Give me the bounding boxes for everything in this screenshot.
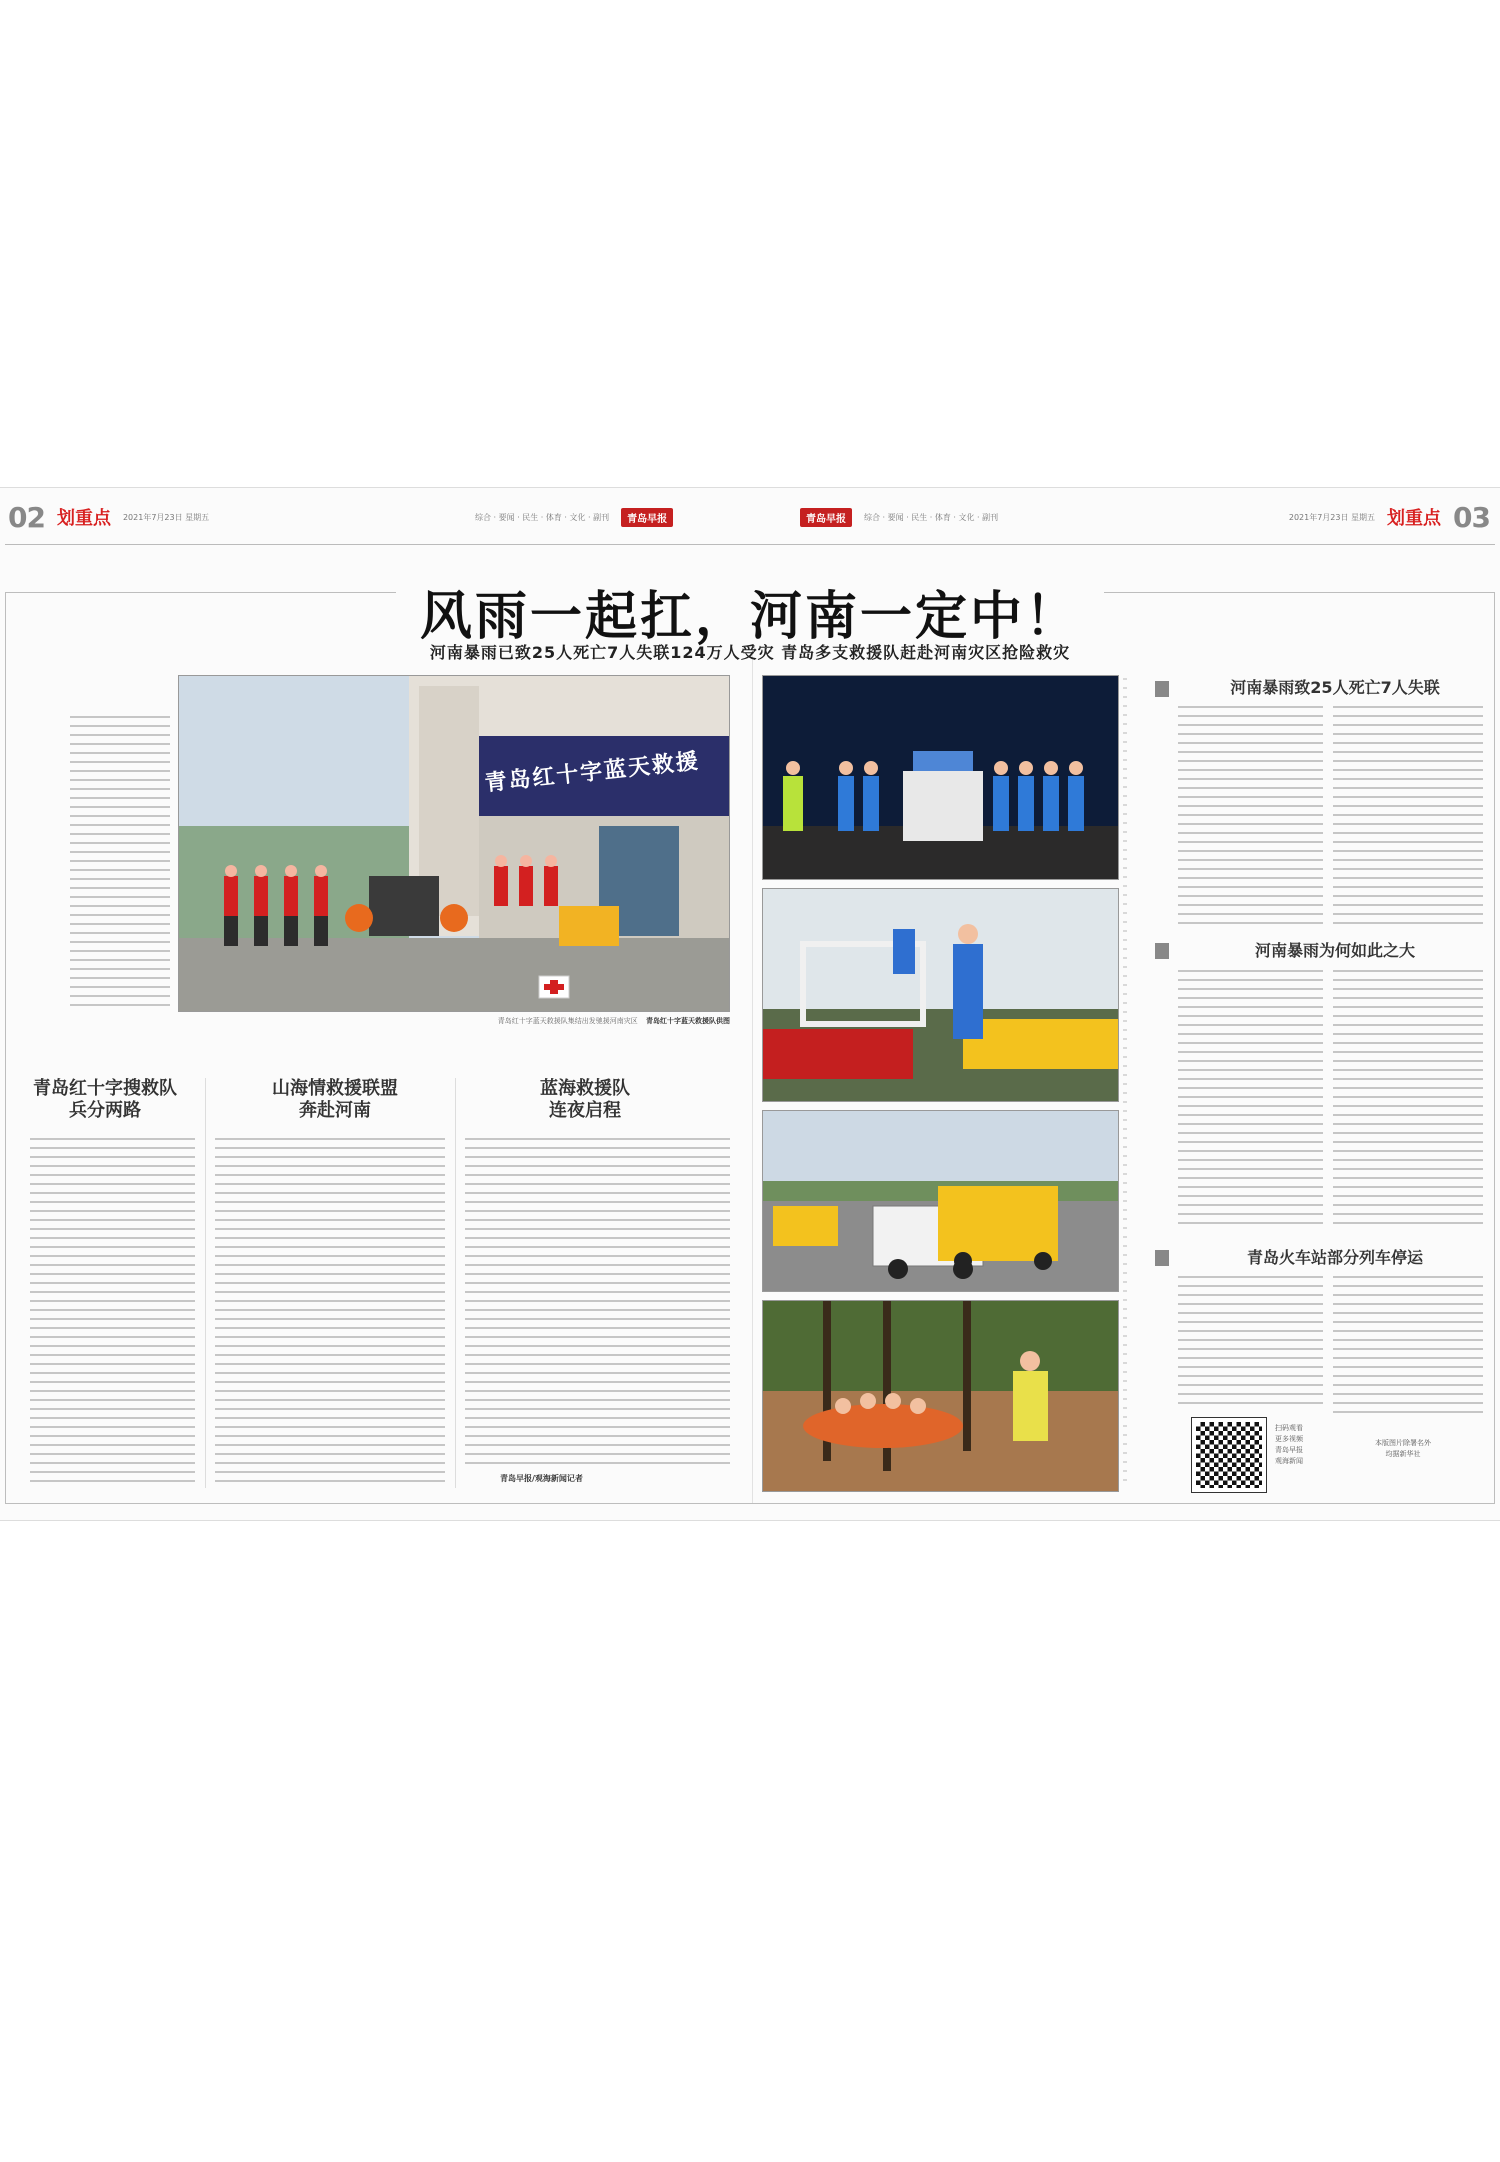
- story-1-body: [30, 1138, 195, 1488]
- column-rule: [455, 1078, 456, 1488]
- side-story-2-body-a: [1178, 970, 1323, 1230]
- photo-credit-line: 本版图片除署名外: [1375, 1439, 1431, 1447]
- headline: [0, 574, 1500, 649]
- story-3-title: [500, 1078, 670, 1122]
- story-3-title-line2: 连夜启程: [549, 1100, 621, 1121]
- header-rule: [5, 544, 1495, 545]
- qr-note-line: 观海新闻: [1275, 1457, 1303, 1465]
- column-rule: [205, 1078, 206, 1488]
- right-nav: 综合 · 要闻 · 民生 · 体育 · 文化 · 副刊: [864, 512, 999, 522]
- photo-lift-equipment: [762, 888, 1119, 1102]
- newspaper-spread: [0, 487, 1500, 1521]
- qr-note-line: 青岛早报: [1275, 1446, 1303, 1454]
- story-2-title-line1: 山海情救援联盟: [272, 1078, 398, 1099]
- side-story-1-tab: [1155, 681, 1169, 697]
- side-story-2-body-b: [1333, 970, 1483, 1230]
- photo-credit-note: [1375, 1438, 1431, 1460]
- headline-text: 风雨一起扛，河南一定中！: [396, 587, 1104, 647]
- side-story-1-body-b: [1333, 706, 1483, 926]
- story-2-body: [215, 1138, 445, 1488]
- right-section-tag: 划重点: [1387, 508, 1442, 529]
- right-logo: 青岛早报: [800, 508, 852, 527]
- photo-credit-line: 均据新华社: [1385, 1450, 1421, 1458]
- story-3-title-line1: 蓝海救援队: [540, 1078, 630, 1099]
- main-photo: [178, 675, 730, 1012]
- main-photo-credit: 青岛红十字蓝天救援队供图: [646, 1017, 730, 1025]
- left-page-number: 02: [8, 500, 45, 534]
- story-credit: 青岛早报/观海新闻记者: [500, 1474, 583, 1483]
- lead-text-block: [70, 716, 170, 1006]
- photo-vertical-captions: [1123, 678, 1127, 1488]
- left-date-line: 2021年7月23日 星期五: [122, 512, 210, 522]
- left-nav: 综合 · 要闻 · 民生 · 体育 · 文化 · 副刊: [475, 512, 610, 522]
- side-story-2-title: 河南暴雨为何如此之大: [1254, 941, 1415, 960]
- qr-note: [1275, 1423, 1303, 1467]
- right-nav-group: [800, 502, 998, 532]
- qr-note-line: 扫码观看: [1275, 1424, 1303, 1432]
- main-photo-caption: 青岛红十字蓝天救援队集结出发驰援河南灾区: [497, 1017, 638, 1025]
- side-story-3-tab: [1155, 1250, 1169, 1266]
- vehicles-illustration: [763, 1111, 1118, 1291]
- photo-flood-rescue: [762, 1300, 1119, 1492]
- right-date-line: 2021年7月23日 星期五: [1288, 512, 1376, 522]
- side-story-3-body-b: [1333, 1276, 1483, 1416]
- qr-code[interactable]: [1192, 1418, 1266, 1492]
- side-story-1-title: 河南暴雨致25人死亡7人失联: [1230, 678, 1440, 697]
- flood-rescue-illustration: [763, 1301, 1118, 1491]
- story-3-body: [465, 1138, 730, 1468]
- left-section-tag: 划重点: [56, 508, 111, 529]
- photo-night-team: [762, 675, 1119, 880]
- left-nav-group: [475, 502, 673, 532]
- story-2-title: [250, 1078, 420, 1122]
- story-2-title-line2: 奔赴河南: [299, 1100, 371, 1121]
- page-gutter: [752, 598, 753, 1503]
- night-team-illustration: [763, 676, 1118, 879]
- subheadline: 河南暴雨已致25人死亡7人失联124万人受灾 青岛多支救援队赶赴河南灾区抢险救灾: [429, 643, 1071, 662]
- left-logo: 青岛早报: [621, 508, 673, 527]
- story-1-title: [20, 1078, 190, 1122]
- main-photo-caption-row: [420, 1016, 730, 1026]
- main-photo-sign: 青岛红十字蓝天救援: [483, 749, 702, 797]
- side-story-1-body-a: [1178, 706, 1323, 926]
- main-photo-illustration: [179, 676, 729, 1011]
- photo-vehicles: [762, 1110, 1119, 1292]
- left-page-header: [8, 502, 209, 532]
- side-story-3-title: 青岛火车站部分列车停运: [1246, 1248, 1423, 1267]
- story-1-title-line2: 兵分两路: [69, 1100, 141, 1121]
- right-page-header: [1289, 502, 1490, 532]
- side-story-3-body-a: [1178, 1276, 1323, 1406]
- side-story-2-tab: [1155, 943, 1169, 959]
- right-page-number: 03: [1453, 500, 1490, 534]
- lift-equipment-illustration: [763, 889, 1118, 1101]
- story-1-title-line1: 青岛红十字搜救队: [33, 1078, 177, 1099]
- qr-note-line: 更多视频: [1275, 1435, 1303, 1443]
